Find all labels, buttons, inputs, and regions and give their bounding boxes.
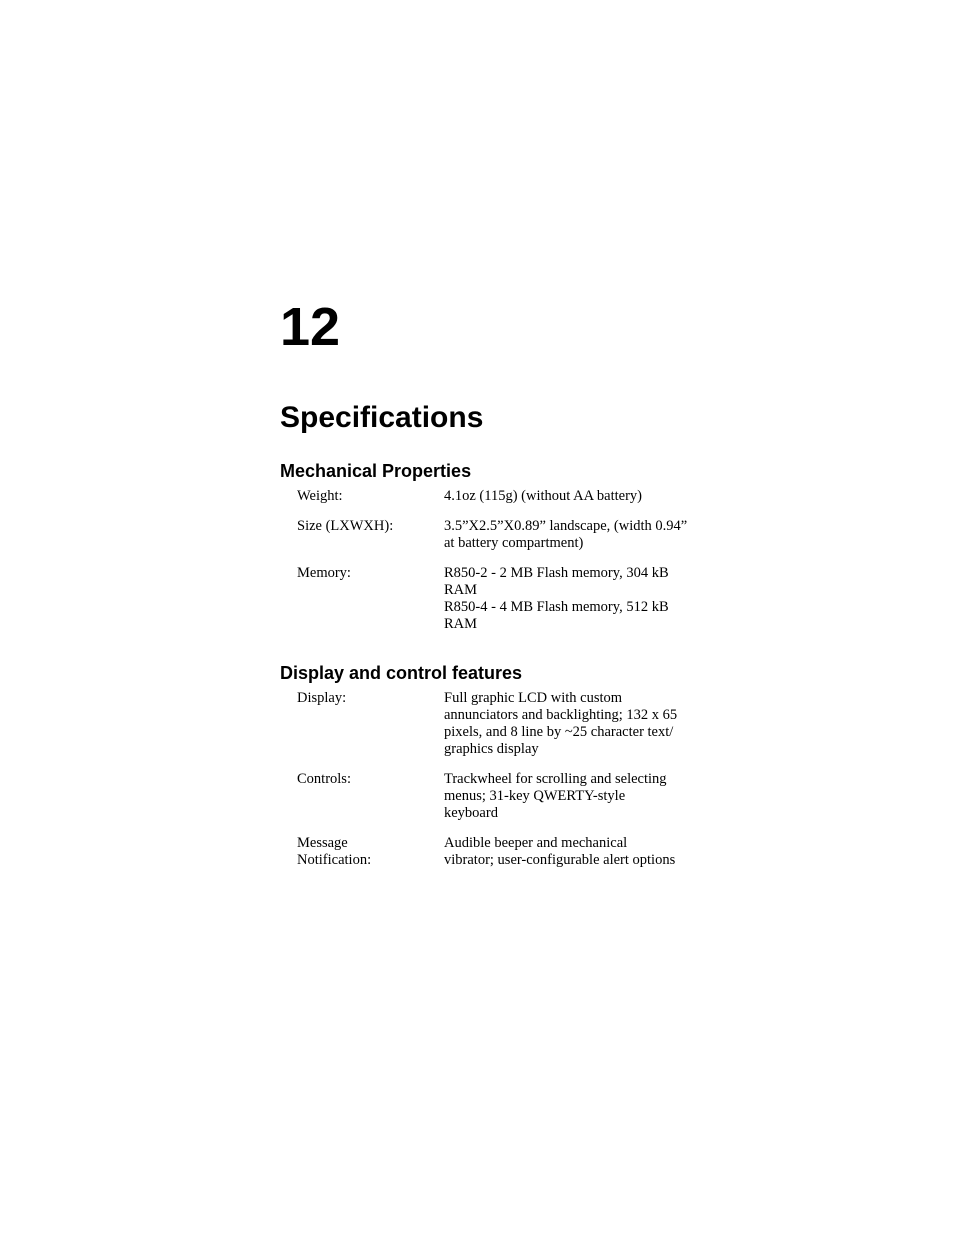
spec-label: Message Notification: — [297, 835, 372, 868]
spec-row-display — [280, 690, 710, 758]
spec-table — [280, 488, 710, 633]
spec-label: Display: — [297, 690, 347, 706]
spec-value — [444, 565, 694, 633]
spec-value-line: vibrator; user-configurable alert options — [444, 852, 676, 868]
spec-value — [444, 488, 694, 505]
spec-value-line: Trackwheel for scrolling and selecting — [444, 771, 667, 787]
spec-value-line: at battery compartment) — [444, 535, 584, 551]
spec-row-size — [280, 518, 710, 552]
spec-value-line: Audible beeper and mechanical — [444, 835, 628, 851]
spec-label: Weight: — [297, 488, 343, 504]
spec-row-controls — [280, 771, 710, 822]
section-title: Mechanical Properties — [280, 461, 472, 481]
spec-value — [444, 835, 694, 869]
spec-value-line: annunciators and backlighting; 132 x 65 — [444, 707, 678, 723]
section-title: Display and control features — [280, 663, 523, 683]
spec-value-line: 4.1oz (115g) (without AA battery) — [444, 488, 642, 504]
section-display-control-features — [280, 661, 710, 882]
chapter-number: 12 — [280, 297, 341, 357]
spec-value-line: Full graphic LCD with custom — [444, 690, 623, 706]
spec-value — [444, 690, 694, 758]
spec-value — [444, 771, 694, 822]
spec-value-line: RAM — [444, 616, 478, 632]
spec-label: Memory: — [297, 565, 351, 581]
spec-table — [280, 690, 710, 869]
spec-value-line: pixels, and 8 line by ~25 character text/ — [444, 724, 674, 740]
chapter-title: Specifications — [280, 401, 484, 434]
spec-label: Size (LXWXH): — [297, 518, 394, 534]
spec-value-line: RAM — [444, 582, 478, 598]
spec-value-line: R850-4 - 4 MB Flash memory, 512 kB — [444, 599, 669, 615]
spec-row-memory — [280, 565, 710, 633]
spec-value — [444, 518, 694, 552]
spec-row-message-notification — [280, 835, 710, 869]
spec-value-line: graphics display — [444, 741, 539, 757]
spec-value-line: R850-2 - 2 MB Flash memory, 304 kB — [444, 565, 669, 581]
spec-value-line: keyboard — [444, 805, 498, 821]
spec-value-line: menus; 31-key QWERTY-style — [444, 788, 626, 804]
spec-value-line: 3.5”X2.5”X0.89” landscape, (width 0.94” — [444, 518, 688, 534]
section-mechanical-properties — [280, 459, 710, 646]
spec-row-weight — [280, 488, 710, 505]
spec-label: Controls: — [297, 771, 351, 787]
